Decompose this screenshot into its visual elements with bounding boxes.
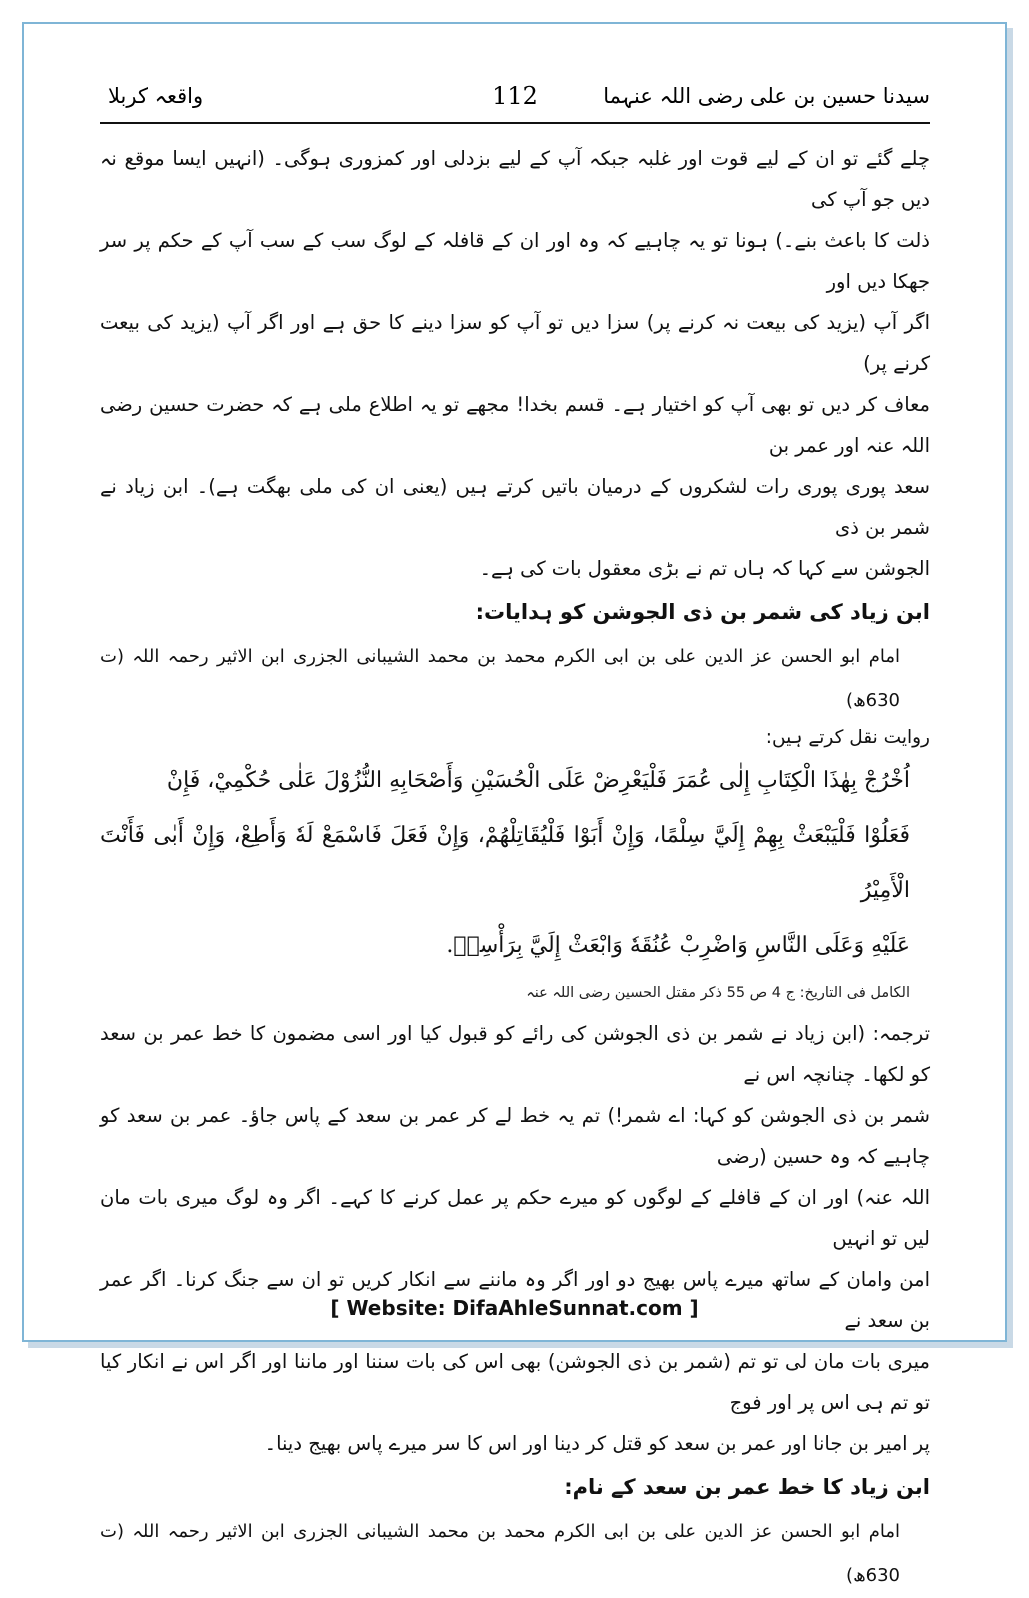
translation-line: امن وامان کے ساتھ میرے پاس بھیج دو اور اگر وہ ماننے سے انکار کریں تو ان سے جنگ کرنا۔ اگر عمر بن سعد نے bbox=[100, 1268, 930, 1332]
narrates-line: روایت نقل کرتے ہیں: bbox=[765, 727, 930, 748]
translation-line: اللہ عنہ) اور ان کے قافلے کے لوگوں کو میرے حکم پر عمل کرنے کا کہے۔ اگر وہ لوگ میری بات مان لیں تو انہیں bbox=[100, 1186, 930, 1250]
text-line: سعد پوری پوری رات لشکروں کے درمیان باتیں کرتے ہیں (یعنی ان کی ملی بھگت ہے)۔ ابن زیاد نے شمر بن ذی bbox=[100, 475, 930, 539]
text-line: ذلت کا باعث بنے۔) ہونا تو یہ چاہیے کہ وہ اور ان کے قافلہ کے لوگ سب کے سب آپ کے حکم پر سر جھکا دیں اور bbox=[100, 229, 930, 293]
arabic-line: عَلَيْهِ وَعَلَى النَّاسِ وَاضْرِبْ عُنُقَهٗ وَابْعَثْ إِلَيَّ بِرَأْسِهٖ. bbox=[446, 933, 910, 958]
text-line: معاف کر دیں تو بھی آپ کو اختیار ہے۔ قسم بخدا! مجھے تو یہ اطلاع ملی ہے کہ حضرت حسین رضی اللہ عنہ اور عمر بن bbox=[100, 393, 930, 457]
book-title: سیدنا حسین بن علی رضی اللہ عنہما bbox=[603, 84, 930, 108]
section-heading-1: ابن زیاد کی شمر بن ذی الجوشن کو ہدایات: bbox=[475, 600, 930, 624]
translation bbox=[100, 1013, 930, 1464]
text-line: اگر آپ (یزید کی بیعت نہ کرنے پر) سزا دیں تو آپ کو سزا دینے کا حق ہے اور اگر آپ (یزید کی بیعت کرنے پر) bbox=[100, 311, 930, 375]
page-header bbox=[100, 82, 930, 124]
section-heading-2: ابن زیاد کا خط عمر بن سعد کے نام: bbox=[564, 1475, 930, 1499]
translation-line: شمر بن ذی الجوشن کو کہا: اے شمر!) تم یہ خط لے کر عمر بن سعد کے پاس جاؤ۔ عمر بن سعد کو چاہیے کہ وہ حسین (رضی bbox=[100, 1104, 930, 1168]
translation-line: میری بات مان لی تو تم (شمر بن ذی الجوشن) بھی اس کی بات سننا اور ماننا اور اگر اس نے انکار کیا تو تم ہی اس پر اور فوج bbox=[100, 1350, 930, 1414]
arabic-line: اُخْرُجْ بِهٰذَا الْكِتَابِ إِلٰى عُمَرَ فَلْيَعْرِضْ عَلَى الْحُسَيْنِ وَأَصْحَابِهِ النُّزُوْلَ عَلٰى حُكْمِيْ، فَإِنْ bbox=[166, 768, 910, 793]
chapter-title: واقعہ کربلا bbox=[108, 84, 204, 108]
translation-line: پر امیر بن جانا اور عمر بن سعد کو قتل کر دینا اور اس کا سر میرے پاس بھیج دینا۔ bbox=[264, 1432, 930, 1455]
text-line: الجوشن سے کہا کہ ہاں تم نے بڑی معقول بات کی ہے۔ bbox=[479, 557, 930, 580]
website-footer: [ Website: DifaAhleSunnat.com ] bbox=[330, 1296, 699, 1320]
arabic-quote bbox=[100, 753, 930, 973]
arabic-line: فَعَلُوْا فَلْيَبْعَثْ بِهِمْ إِلَيَّ سِلْمًا، وَإِنْ أَبَوْا فَلْيُقَاتِلْهُمْ، وَإِنْ فَعَلَ فَاسْمَعْ لَهٗ وَأَطِعْ، وَإِنْ أَبٰى فَأَنْتَ الْأَمِيْرُ bbox=[100, 823, 910, 903]
text-line: چلے گئے تو ان کے لیے قوت اور غلبہ جبکہ آپ کے لیے بزدلی اور کمزوری ہوگی۔ (انہیں ایسا موقع نہ دیں جو آپ کی bbox=[100, 147, 930, 211]
page-body bbox=[100, 138, 930, 1598]
source-citation: الکامل فی التاریخ: ج 4 ص 55 ذکر مقتل الحسین رضی اللہ عنہ bbox=[526, 985, 910, 1001]
reference-line-1: امام ابو الحسن عز الدین علی بن ابی الکرم محمد بن محمد الشیبانی الجزری ابن الاثیر رحمہ اللہ (ت 630ھ) bbox=[100, 646, 900, 711]
paragraph-1 bbox=[100, 138, 930, 589]
reference-line-2: امام ابو الحسن عز الدین علی بن ابی الکرم محمد بن محمد الشیبانی الجزری ابن الاثیر رحمہ اللہ (ت 630ھ) bbox=[100, 1521, 900, 1586]
page-number: 112 bbox=[492, 82, 538, 110]
translation-line: ترجمہ: (ابن زیاد نے شمر بن ذی الجوشن کی رائے کو قبول کیا اور اسی مضمون کا خط عمر بن سعد کو لکھا۔ چنانچہ اس نے bbox=[100, 1022, 930, 1086]
